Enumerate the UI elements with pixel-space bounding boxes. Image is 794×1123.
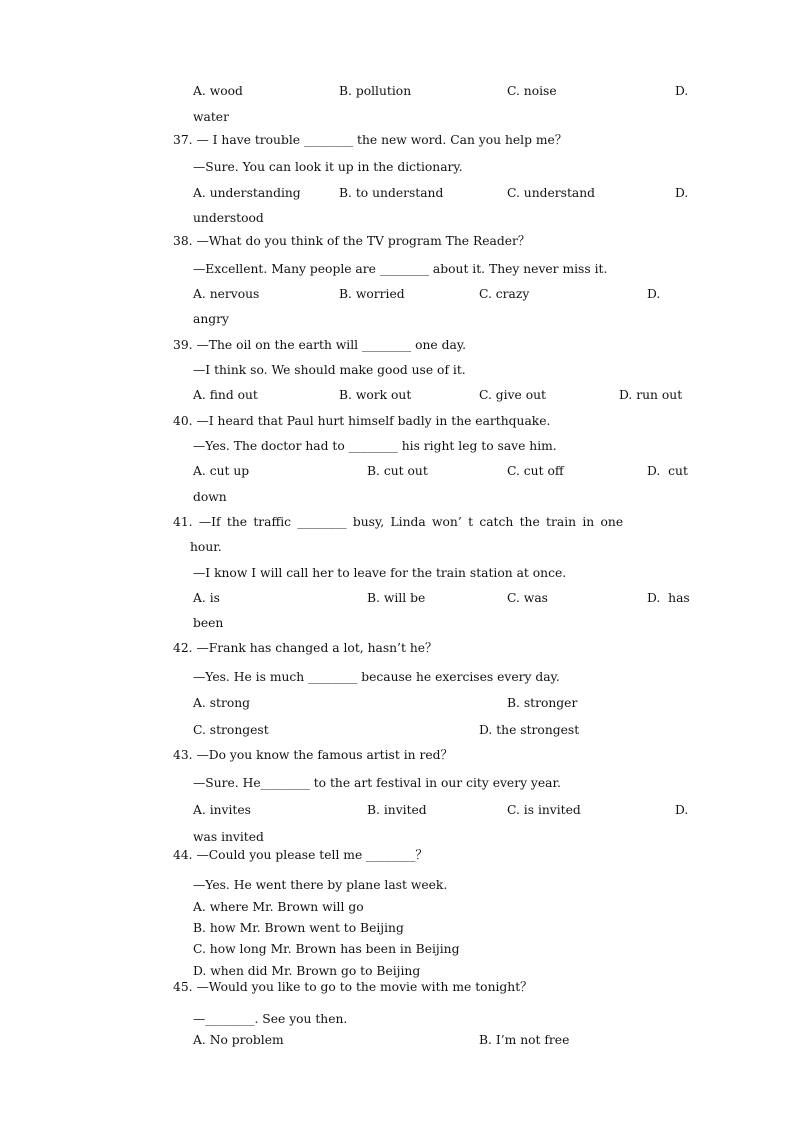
q37-option-d-text: understood xyxy=(193,211,264,225)
q39-stem: 39. —The oil on the earth will ________ one day. xyxy=(173,338,467,352)
q36-option-c: C. noise xyxy=(507,84,557,98)
q39-option-d: D. run out xyxy=(619,388,683,402)
q43-stem: 43. —Do you know the famous artist in red？ xyxy=(173,748,453,762)
q38-reply: —Excellent. Many people are ________ about it. They never miss it. xyxy=(193,262,608,276)
q41-stem-continued: hour. xyxy=(190,540,222,554)
q40-stem: 40. —I heard that Paul hurt himself badly in the earthquake. xyxy=(173,414,551,428)
q37-reply: —Sure. You can look it up in the dictionary. xyxy=(193,160,463,174)
q42-option-b: B. stronger xyxy=(507,696,578,710)
q38-stem: 38. —What do you think of the TV program The Reader？ xyxy=(173,234,531,248)
q44-reply: —Yes. He went there by plane last week. xyxy=(193,878,448,892)
q41-option-a: A. is xyxy=(193,591,220,605)
q37-option-c: C. understand xyxy=(507,186,596,200)
q37-option-a: A. understanding xyxy=(193,186,301,200)
q38-option-b: B. worried xyxy=(339,287,405,301)
q38-option-d-text: angry xyxy=(193,312,229,326)
q44-option-a: A. where Mr. Brown will go xyxy=(193,900,364,914)
q40-option-b: B. cut out xyxy=(367,464,428,478)
q42-option-d: D. the strongest xyxy=(479,723,580,737)
q45-option-b: B. I’m not free xyxy=(479,1033,570,1047)
q40-option-a: A. cut up xyxy=(193,464,250,478)
q42-option-a: A. strong xyxy=(193,696,251,710)
q45-option-a: A. No problem xyxy=(193,1033,284,1047)
q38-option-c: C. crazy xyxy=(479,287,530,301)
q42-stem: 42. —Frank has changed a lot, hasn’t he？ xyxy=(173,641,438,655)
q43-option-b: B. invited xyxy=(367,803,427,817)
q45-stem: 45. —Would you like to go to the movie with me tonight？ xyxy=(173,980,533,994)
q41-option-d-text: been xyxy=(193,616,224,630)
q44-option-c: C. how long Mr. Brown has been in Beijing xyxy=(193,942,460,956)
q39-option-b: B. work out xyxy=(339,388,412,402)
q36-option-d-text: water xyxy=(193,110,229,124)
q39-option-a: A. find out xyxy=(193,388,258,402)
q36-option-a: A. wood xyxy=(193,84,243,98)
q40-option-c: C. cut off xyxy=(507,464,564,478)
q45-reply: —________. See you then. xyxy=(193,1012,348,1026)
q43-option-c: C. is invited xyxy=(507,803,581,817)
q38-option-a: A. nervous xyxy=(193,287,260,301)
q43-option-a: A. invites xyxy=(193,803,251,817)
q41-reply: —I know I will call her to leave for the train station at once. xyxy=(193,566,567,580)
q38-option-d: D. xyxy=(647,287,661,301)
q44-option-b: B. how Mr. Brown went to Beijing xyxy=(193,921,404,935)
q41-option-d: D. has xyxy=(647,591,690,605)
q40-option-d: D. cut xyxy=(647,464,688,478)
q41-stem: 41. —If the traffic ________ busy, Linda won’ t catch the train in one xyxy=(173,515,624,529)
q39-reply: —I think so. We should make good use of it. xyxy=(193,363,466,377)
q44-option-d: D. when did Mr. Brown go to Beijing xyxy=(193,964,421,978)
q41-option-b: B. will be xyxy=(367,591,426,605)
q36-option-b: B. pollution xyxy=(339,84,412,98)
q37-option-b: B. to understand xyxy=(339,186,444,200)
q37-stem: 37. — I have trouble ________ the new word. Can you help me？ xyxy=(173,133,568,147)
q40-reply: —Yes. The doctor had to ________ his right leg to save him. xyxy=(193,439,557,453)
q40-option-d-text: down xyxy=(193,490,227,504)
q44-stem: 44. —Could you please tell me ________？ xyxy=(173,848,428,862)
q37-option-d: D. xyxy=(675,186,689,200)
q43-reply: —Sure. He________ to the art festival in our city every year. xyxy=(193,776,561,790)
q41-option-c: C. was xyxy=(507,591,548,605)
q43-option-d: D. xyxy=(675,803,689,817)
q42-option-c: C. strongest xyxy=(193,723,269,737)
q42-reply: —Yes. He is much ________ because he exercises every day. xyxy=(193,670,560,684)
q36-option-d: D. xyxy=(675,84,689,98)
q43-option-d-text: was invited xyxy=(193,830,264,844)
q39-option-c: C. give out xyxy=(479,388,546,402)
